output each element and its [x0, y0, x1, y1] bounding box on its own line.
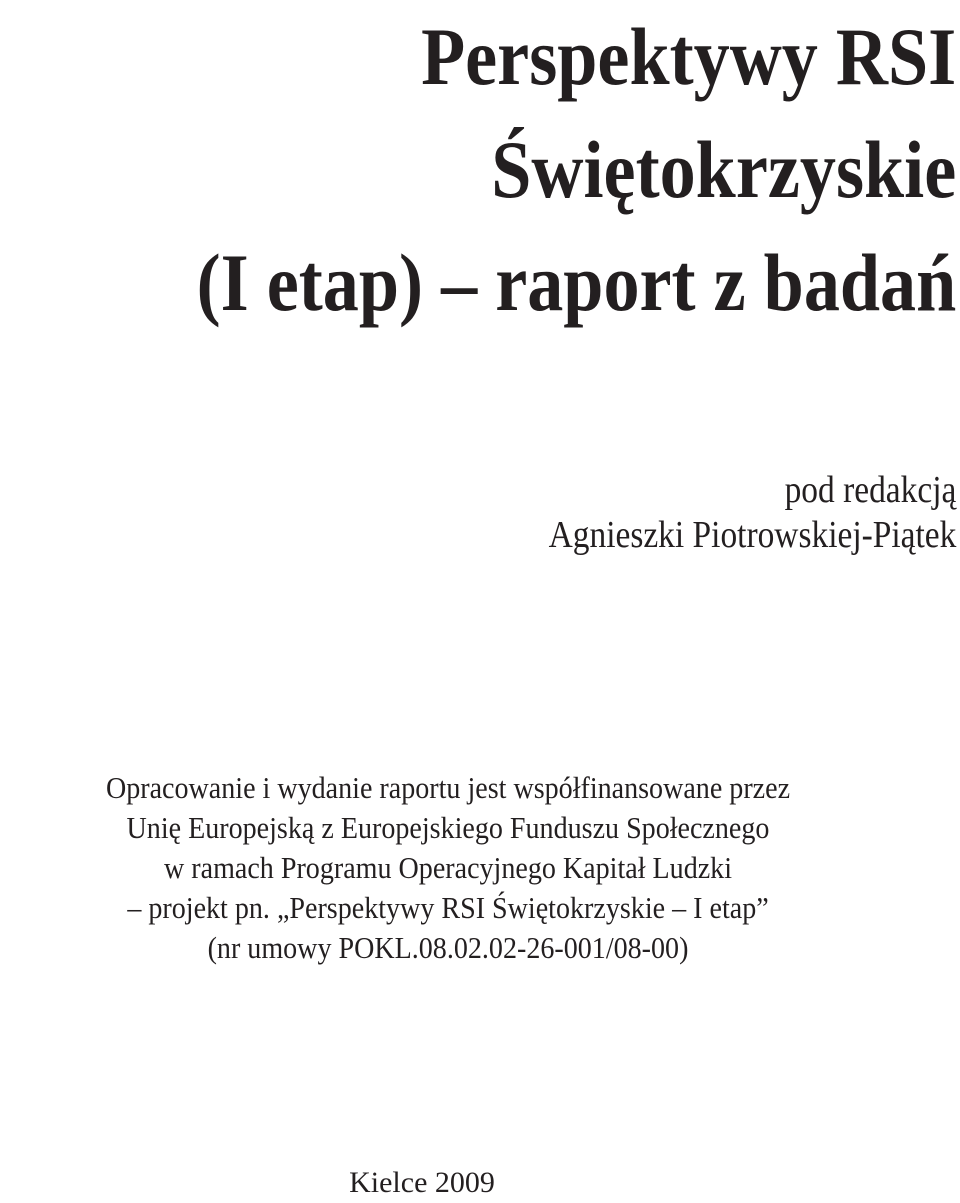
- title-line-2: Świętokrzyskie: [491, 124, 956, 215]
- funding-line-4: – projekt pn. „Perspektywy RSI Świętokrzyskie – I etap”: [127, 891, 769, 925]
- document-title: [93, 0, 956, 339]
- place-and-year: Kielce 2009: [349, 1166, 495, 1199]
- funding-line-3: w ramach Programu Operacyjnego Kapitał Ludzki: [163, 851, 733, 885]
- funding-line-1: Opracowanie i wydanie raportu jest współfinansowane przez: [105, 771, 791, 805]
- title-line-1: Perspektywy RSI: [420, 11, 956, 102]
- funding-line-2: Unię Europejską z Europejskiego Funduszu Społecznego: [126, 811, 770, 845]
- editor-name: Agnieszki Piotrowskiej-Piątek: [548, 514, 956, 556]
- funding-line-5: (nr umowy POKL.08.02.02-26-001/08-00): [207, 931, 689, 965]
- editor-label: pod redakcją: [784, 469, 956, 511]
- funding-notice: [0, 768, 896, 968]
- title-line-3: (I etap) – raport z badań: [196, 237, 956, 328]
- editor-credit: [493, 468, 956, 558]
